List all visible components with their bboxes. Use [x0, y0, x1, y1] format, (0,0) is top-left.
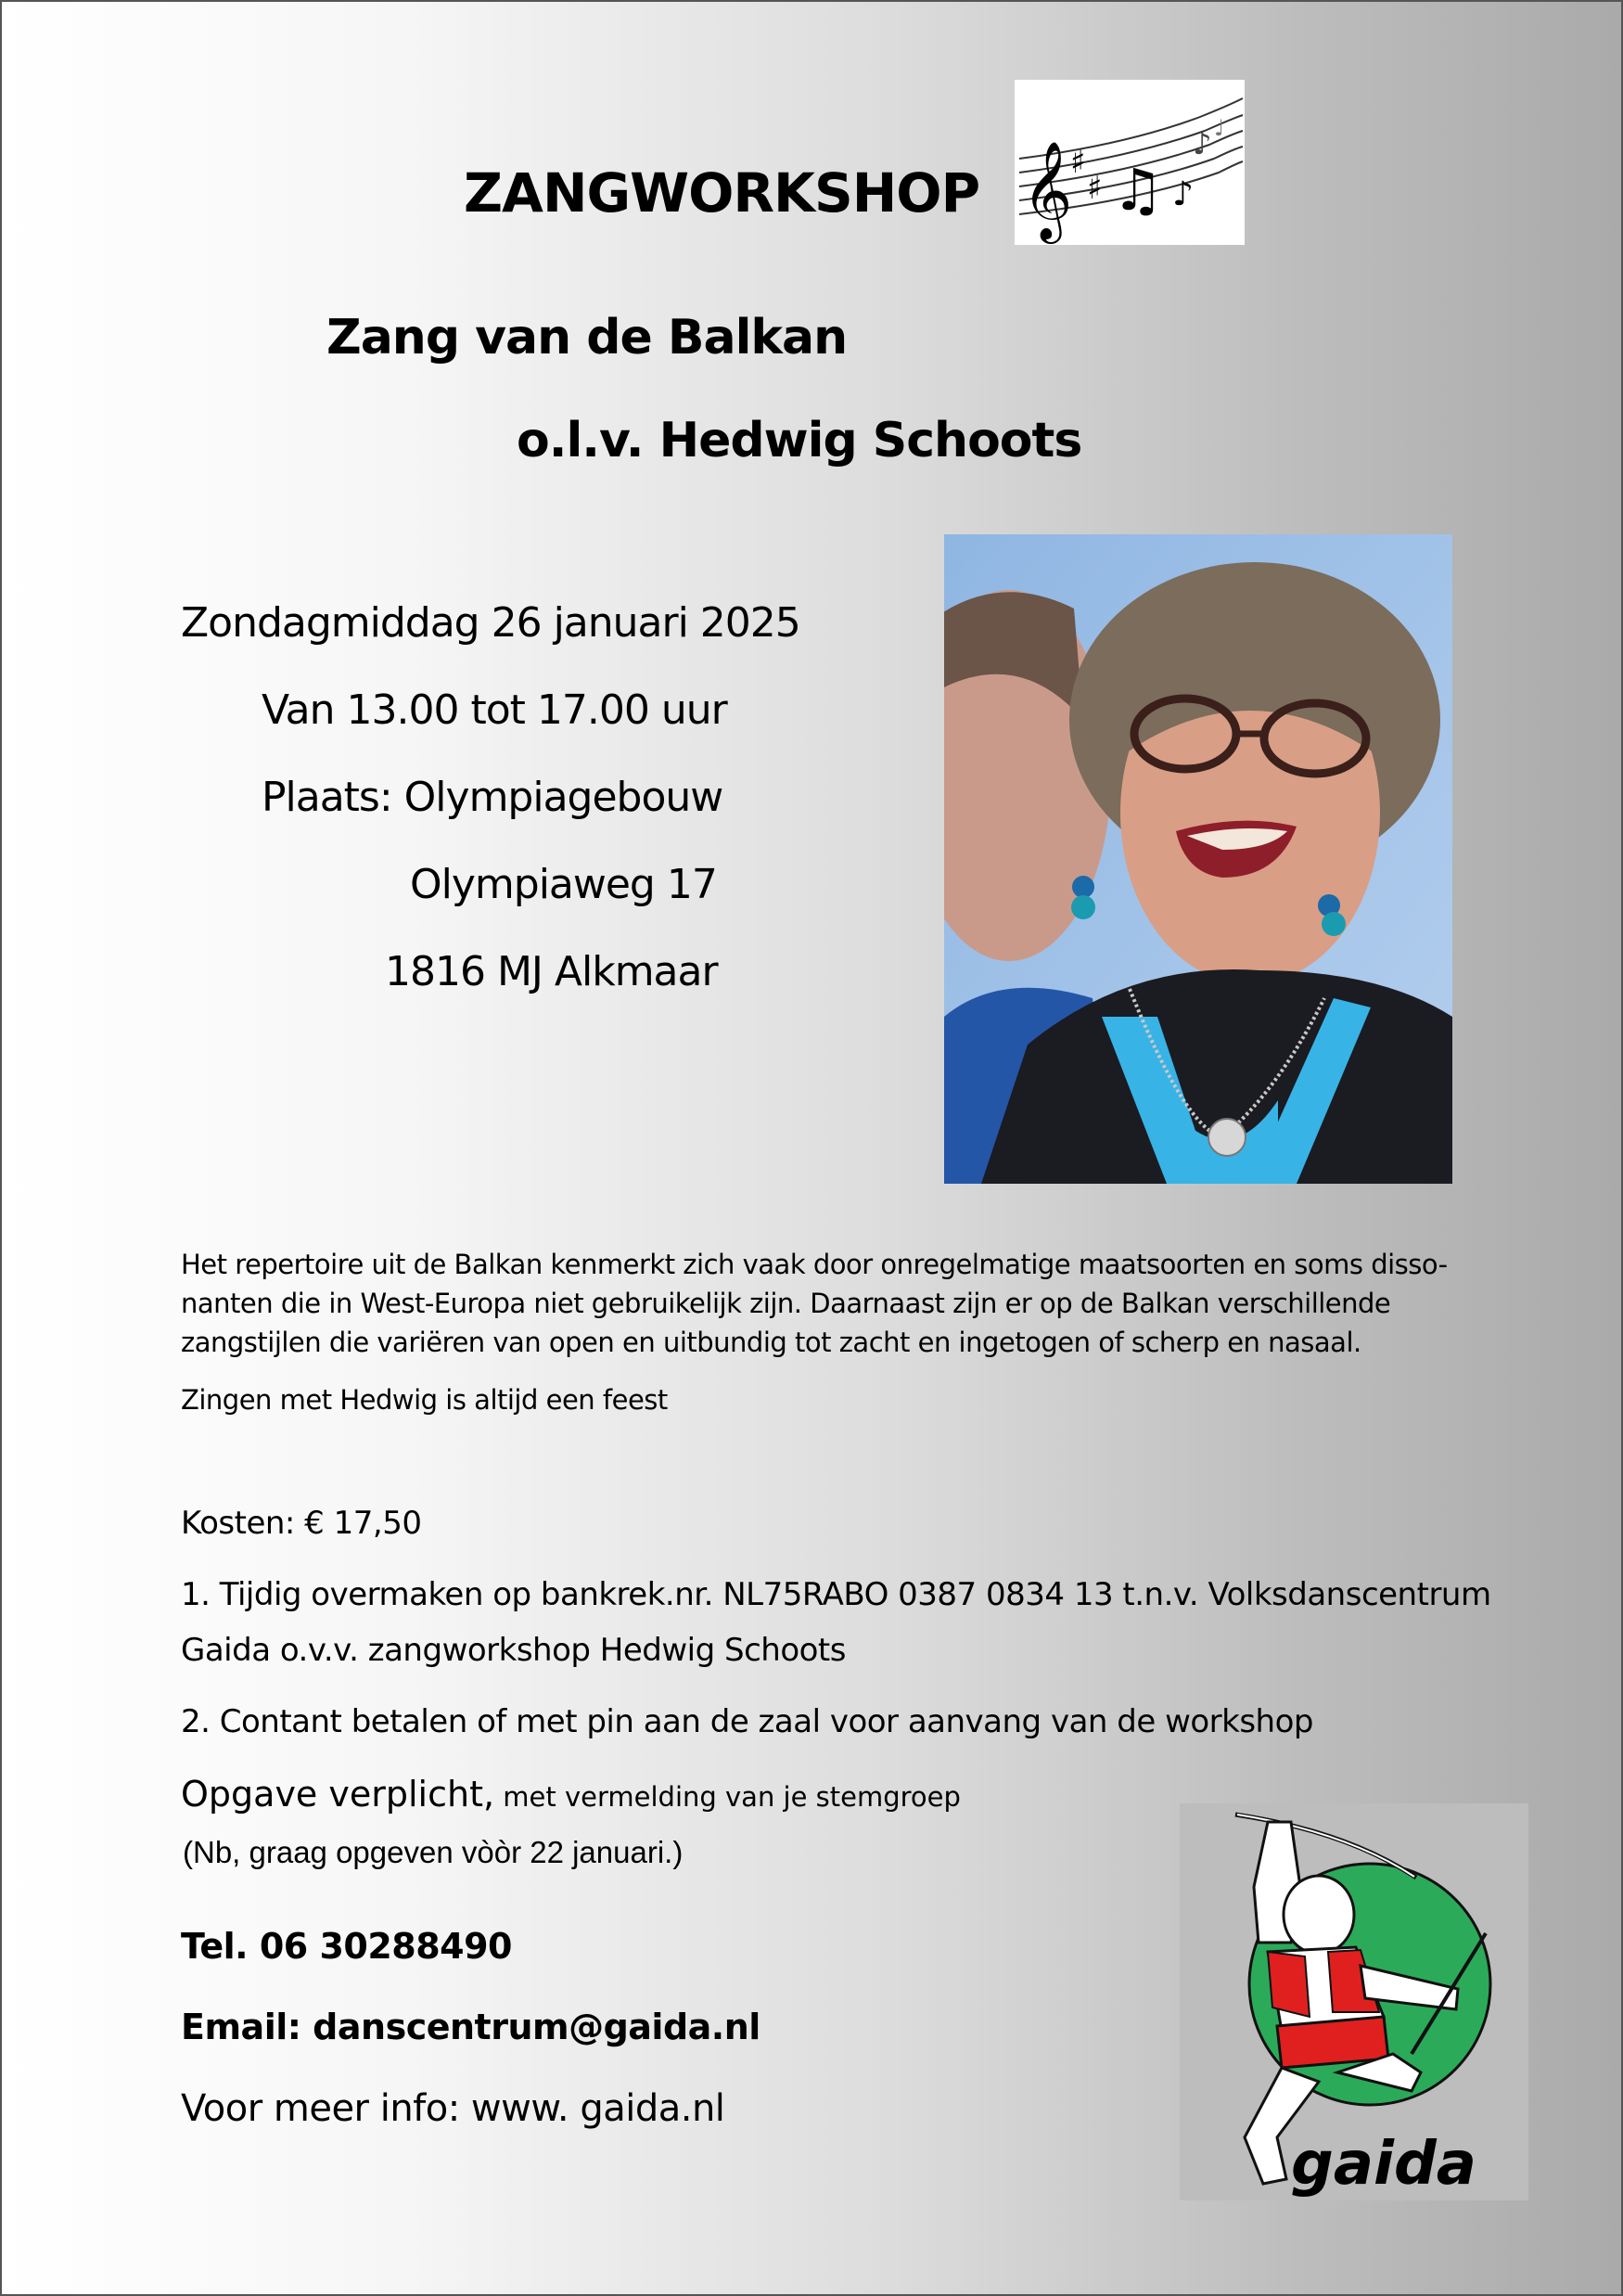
- subtitle-line-2: o.l.v. Hedwig Schoots: [517, 413, 1082, 468]
- portrait-photo: [944, 534, 1452, 1184]
- contact-phone: Tel. 06 30288490: [181, 1926, 512, 1967]
- registration-required-detail: met vermelding van je stemgroep: [494, 1781, 961, 1813]
- svg-text:♪: ♪: [1172, 175, 1194, 213]
- event-city: 1816 MJ Alkmaar: [385, 948, 718, 995]
- music-notes-staff-icon: [1015, 80, 1245, 245]
- description-paragraph: [181, 1245, 1498, 1362]
- description-line-3: zangstijlen die variëren van open en uitbundig tot zacht en ingetogen of scherp en nasaal.: [181, 1327, 1361, 1358]
- description-line-2: nanten die in West-Europa niet gebruikelijk zijn. Daarnaast zijn er op de Balkan verschillende: [181, 1288, 1391, 1319]
- svg-text:♯: ♯: [1070, 144, 1086, 181]
- subtitle-line-1: Zang van de Balkan: [326, 310, 848, 366]
- event-place: Plaats: Olympiagebouw: [262, 774, 723, 821]
- registration-note: (Nb, graag opgeven vòòr 22 januari.): [183, 1835, 684, 1869]
- svg-text:♩: ♩: [1214, 115, 1225, 141]
- description-tagline: Zingen met Hedwig is altijd een feest: [181, 1384, 668, 1416]
- event-time: Van 13.00 tot 17.00 uur: [262, 686, 727, 734]
- payment-option-2: 2. Contant betalen of met pin aan de zaal voor aanvang van de workshop: [181, 1703, 1313, 1740]
- description-line-1: Het repertoire uit de Balkan kenmerkt zich vaak door onregelmatige maatsoorten en soms disso-: [181, 1249, 1448, 1280]
- payment-option-1-line-2: Gaida o.v.v. zangworkshop Hedwig Schoots: [181, 1632, 846, 1669]
- gaida-logo: [1180, 1803, 1528, 2200]
- flyer-title: ZANGWORKSHOP: [464, 161, 980, 224]
- event-date: Zondagmiddag 26 januari 2025: [181, 599, 800, 647]
- svg-text:♪: ♪: [1193, 126, 1212, 161]
- contact-email[interactable]: Email: danscentrum@gaida.nl: [181, 2007, 760, 2047]
- svg-text:♫: ♫: [1112, 156, 1164, 224]
- registration-required: [181, 1774, 961, 1815]
- registration-required-label: Opgave verplicht,: [181, 1774, 495, 1815]
- payment-option-1-line-1: 1. Tijdig overmaken op bankrek.nr. NL75RABO 0387 0834 13 t.n.v. Volksdanscentrum: [181, 1576, 1491, 1613]
- cost-text: Kosten: € 17,50: [181, 1505, 422, 1542]
- gaida-logo-text: gaida: [1291, 2130, 1476, 2199]
- contact-website[interactable]: Voor meer info: www. gaida.nl: [181, 2087, 725, 2130]
- svg-text:♯: ♯: [1087, 170, 1103, 207]
- event-street: Olympiaweg 17: [410, 861, 717, 908]
- svg-text:𝄞: 𝄞: [1022, 140, 1073, 239]
